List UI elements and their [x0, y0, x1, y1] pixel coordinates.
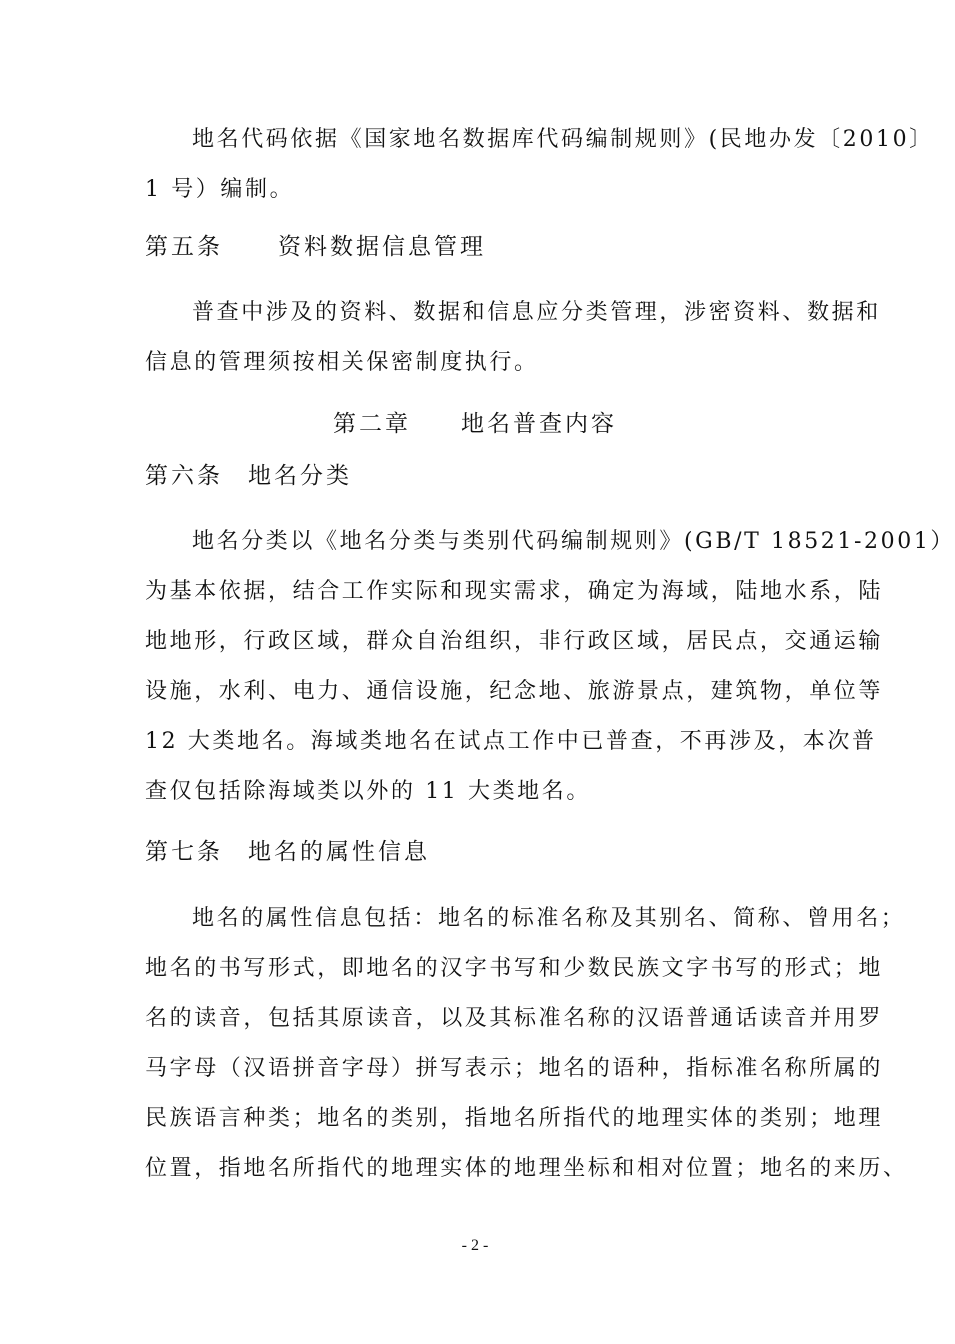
chapter-title: 地名普查内容: [461, 411, 617, 437]
article-title: 地名分类: [248, 463, 352, 489]
paragraph-line: 名的读音，包括其原读音，以及其标准名称的汉语普通话读音并用罗: [145, 1006, 884, 1031]
paragraph-line: 地名的属性信息包括：地名的标准名称及其别名、简称、曾用名；: [192, 906, 906, 931]
paragraph-line: 地名的书写形式，即地名的汉字书写和少数民族文字书写的形式；地: [145, 956, 884, 981]
article-heading: [145, 231, 486, 263]
paragraph-line: 位置，指地名所指代的地理实体的地理坐标和相对位置；地名的来历、: [145, 1156, 908, 1181]
paragraph-line: 地名分类以《地名分类与类别代码编制规则》(GB/T 18521-2001）: [192, 529, 955, 554]
paragraph-line: 12 大类地名。海域类地名在试点工作中已普查，不再涉及，本次普: [145, 729, 877, 754]
paragraph-line: 民族语言种类；地名的类别，指地名所指代的地理实体的类别；地理: [145, 1106, 884, 1131]
article-heading: [145, 460, 352, 492]
article-title: 资料数据信息管理: [278, 234, 486, 260]
article-title: 地名的属性信息: [248, 839, 430, 865]
paragraph-line: 马字母（汉语拼音字母）拼写表示；地名的语种，指标准名称所属的: [145, 1056, 884, 1081]
page-number: - 2 -: [461, 1237, 489, 1254]
article-number: 第七条: [145, 839, 223, 865]
article-number: 第六条: [145, 463, 223, 489]
chapter-number: 第二章: [333, 411, 411, 437]
paragraph-line: 地地形，行政区域，群众自治组织，非行政区域，居民点，交通运输: [145, 629, 884, 654]
paragraph-line: 为基本依据，结合工作实际和现实需求，确定为海域，陆地水系，陆: [145, 579, 884, 604]
paragraph-line: 1 号）编制。: [145, 177, 295, 202]
paragraph-line: 地名代码依据《国家地名数据库代码编制规则》(民地办发〔2010〕: [192, 127, 934, 152]
article-number: 第五条: [145, 234, 223, 260]
paragraph-line: 信息的管理须按相关保密制度执行。: [145, 350, 539, 375]
chapter-heading: [0, 408, 950, 440]
paragraph-line: 查仅包括除海域类以外的 11 大类地名。: [145, 779, 591, 804]
article-heading: [145, 836, 430, 868]
paragraph-line: 普查中涉及的资料、数据和信息应分类管理，涉密资料、数据和: [192, 300, 881, 325]
paragraph-line: 设施，水利、电力、通信设施，纪念地、旅游景点，建筑物，单位等: [145, 679, 884, 704]
